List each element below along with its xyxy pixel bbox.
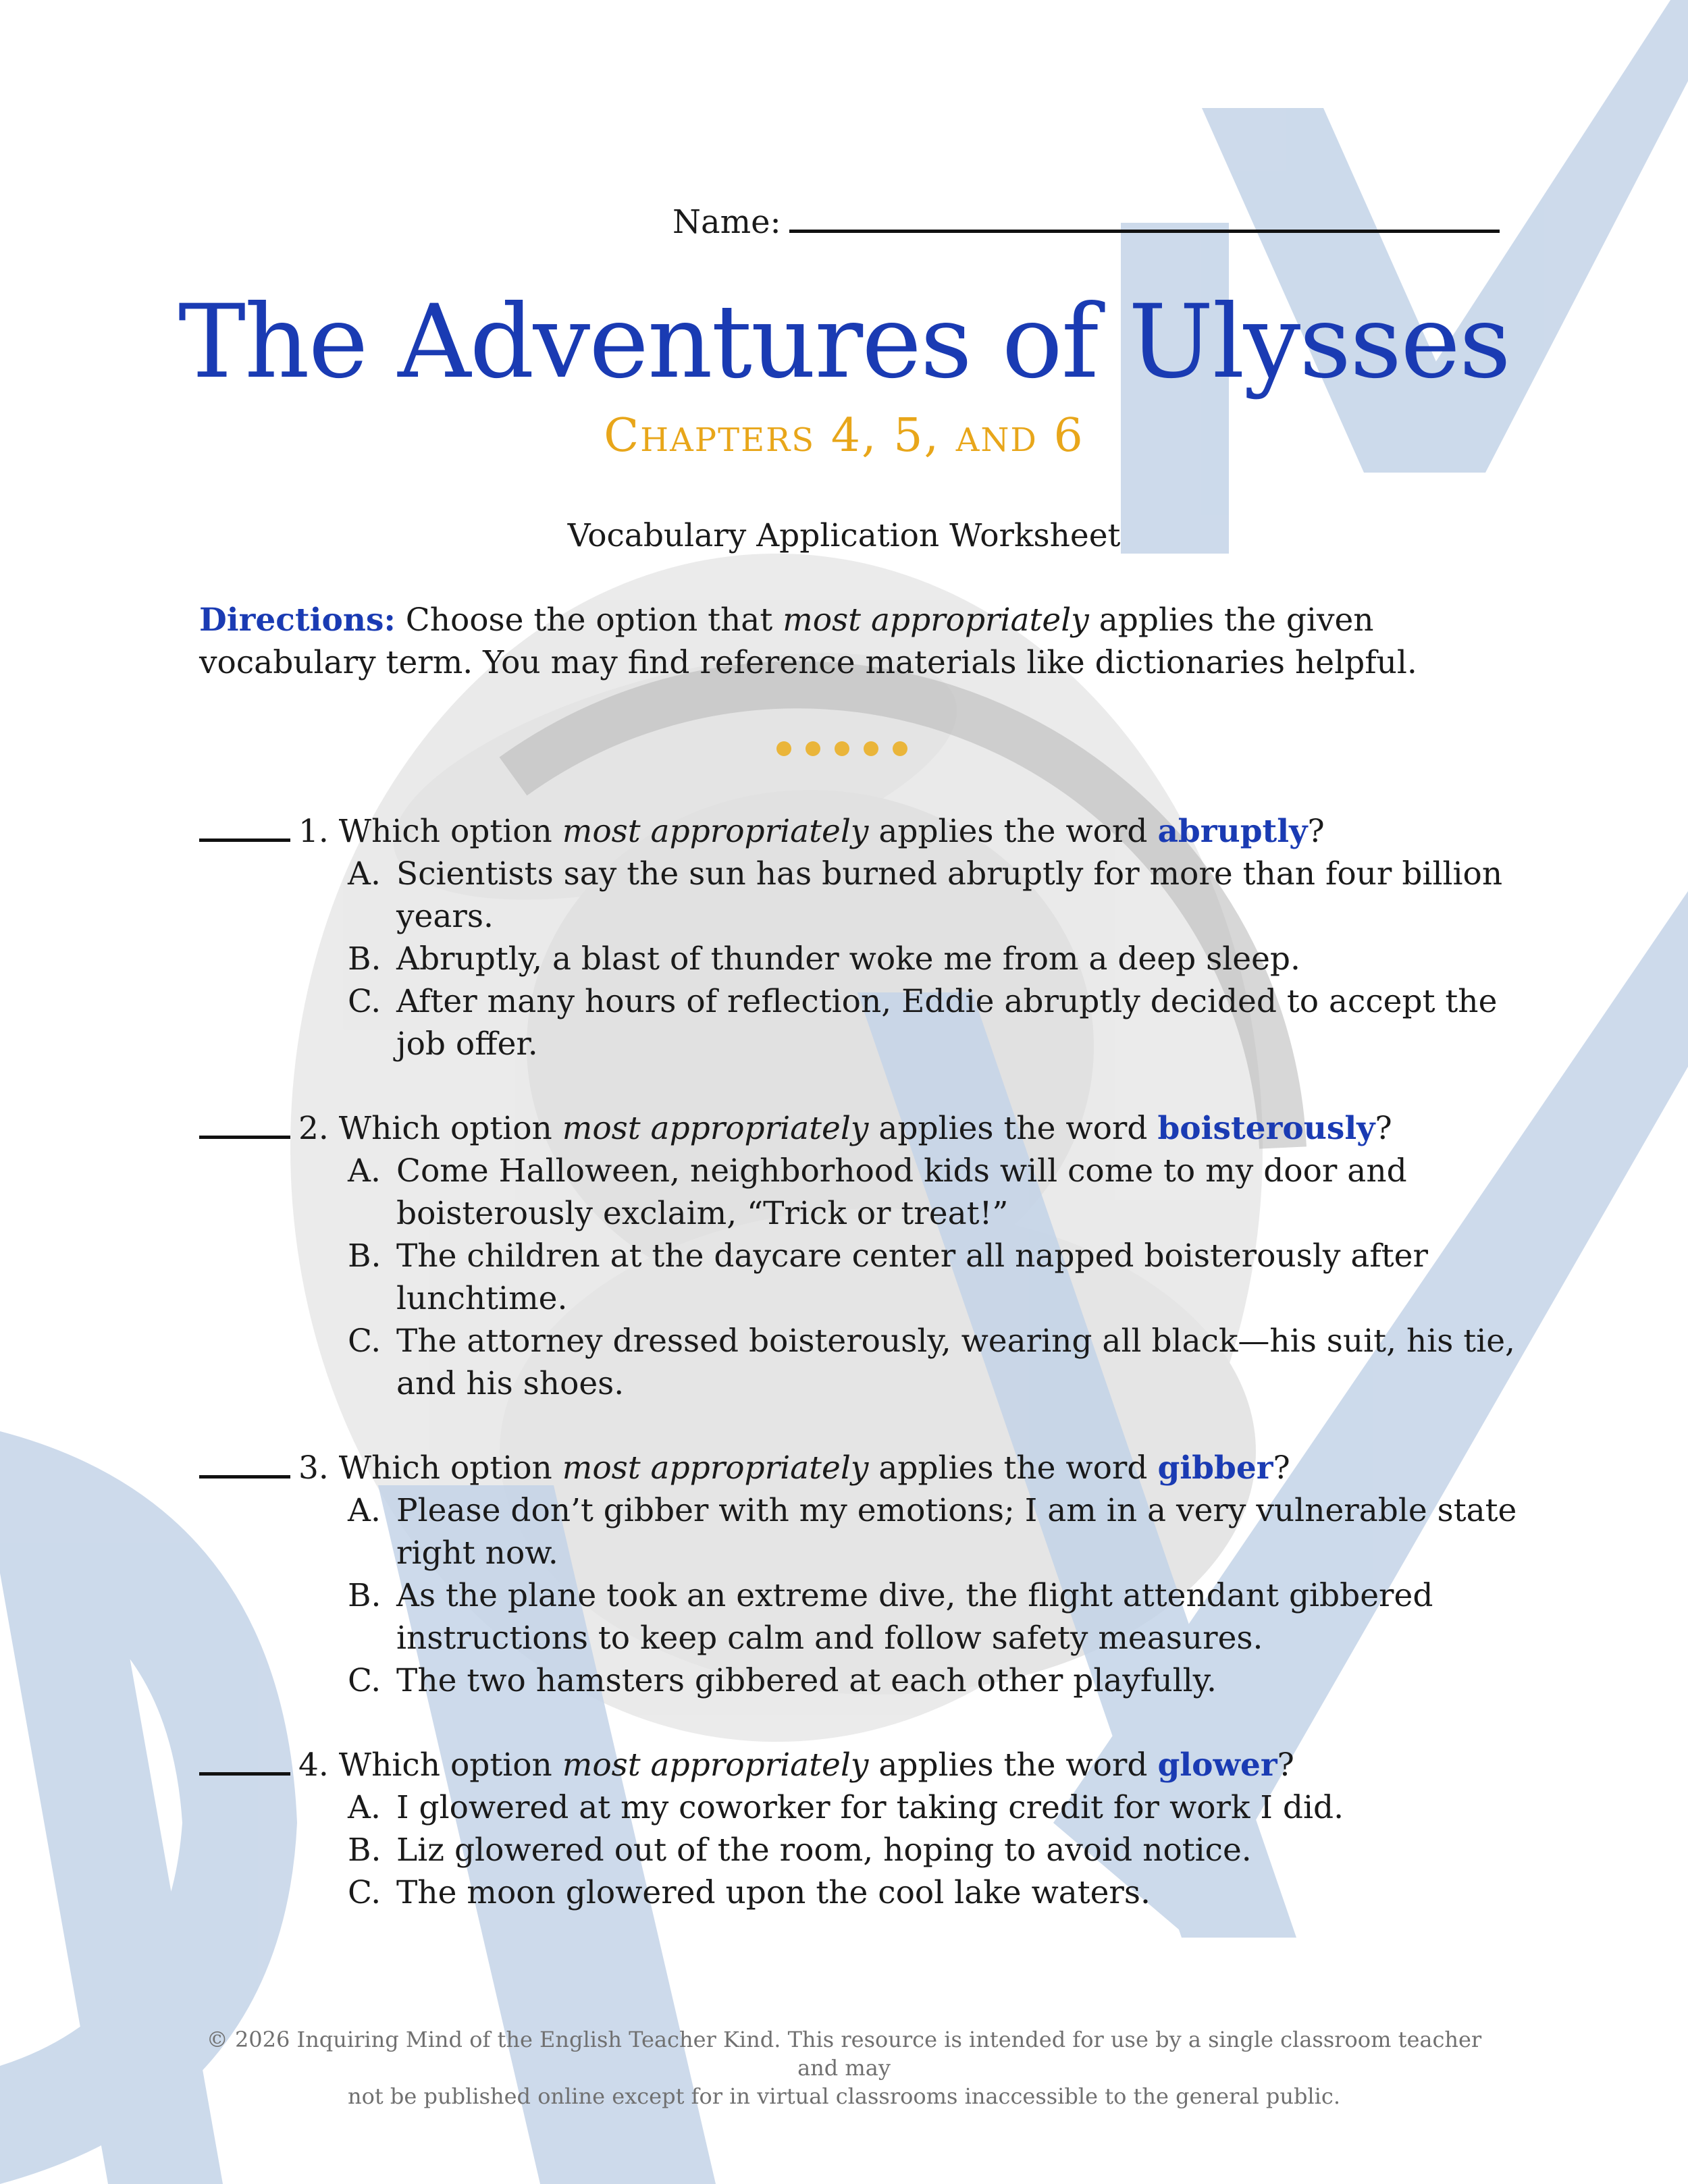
- option-letter: B.: [348, 1832, 381, 1869]
- question-middle: applies the word: [868, 1747, 1158, 1784]
- option-c[interactable]: [199, 980, 1523, 1065]
- question-prefix: Which option: [338, 813, 562, 850]
- option-text: The two hamsters gibbered at each other playfully.: [396, 1662, 1217, 1699]
- option-text: Liz glowered out of the room, hoping to avoid notice.: [396, 1832, 1252, 1869]
- option-b[interactable]: [199, 938, 1523, 980]
- directions-paragraph: [199, 599, 1502, 684]
- option-a[interactable]: [199, 853, 1523, 938]
- answer-blank[interactable]: [199, 811, 290, 842]
- question-3: [199, 1447, 1523, 1702]
- option-letter: A.: [348, 1492, 381, 1529]
- option-text: Scientists say the sun has burned abruptly for more than four billion years.: [396, 855, 1503, 935]
- option-text: Come Halloween, neighborhood kids will come to my door and boisterously exclaim, “Trick or treat!”: [396, 1152, 1407, 1232]
- option-b[interactable]: [199, 1235, 1523, 1320]
- question-list: [199, 810, 1523, 1956]
- answer-blank[interactable]: [199, 1448, 290, 1479]
- option-c[interactable]: [199, 1871, 1523, 1914]
- question-4: [199, 1744, 1523, 1914]
- divider-dot: [893, 741, 907, 756]
- directions-label: Directions:: [199, 602, 396, 639]
- question-number: 1.: [298, 813, 329, 850]
- answer-blank[interactable]: [199, 1745, 290, 1776]
- question-prefix: Which option: [338, 1110, 562, 1147]
- answer-options: [199, 853, 1523, 1065]
- worksheet-title: The Adventures of Ulysses: [178, 284, 1510, 401]
- option-c[interactable]: [199, 1659, 1523, 1702]
- question-number: 3.: [298, 1449, 329, 1487]
- question-prefix: Which option: [338, 1449, 562, 1487]
- question-stem: [199, 810, 1523, 853]
- chapters-subtitle: Chapters 4, 5, and 6: [604, 409, 1084, 462]
- option-text: Please don’t gibber with my emotions; I am in a very vulnerable state right now.: [396, 1492, 1517, 1572]
- answer-options: [199, 1150, 1523, 1405]
- question-stem: [199, 1447, 1523, 1489]
- name-field[interactable]: [672, 197, 1500, 241]
- question-number: 4.: [298, 1747, 329, 1784]
- option-text: The moon glowered upon the cool lake waters.: [396, 1874, 1151, 1911]
- question-emphasis: most appropriately: [562, 813, 869, 850]
- directions-emphasis: most appropriately: [783, 602, 1089, 639]
- question-middle: applies the word: [868, 1110, 1158, 1147]
- option-a[interactable]: [199, 1489, 1523, 1574]
- question-number: 2.: [298, 1110, 329, 1147]
- divider-dot: [835, 741, 849, 756]
- option-b[interactable]: [199, 1829, 1523, 1871]
- question-suffix: ?: [1277, 1747, 1294, 1784]
- footer-line-2: not be published online except for in virtual classrooms inaccessible to the general public.: [348, 2083, 1340, 2109]
- vocab-term: boisterously: [1157, 1110, 1375, 1147]
- name-blank-line[interactable]: [789, 197, 1500, 233]
- question-suffix: ?: [1375, 1110, 1392, 1147]
- question-prefix: Which option: [338, 1747, 562, 1784]
- question-suffix: ?: [1273, 1449, 1290, 1487]
- vocab-term: gibber: [1157, 1449, 1273, 1487]
- question-1: [199, 810, 1523, 1065]
- directions-text-before: Choose the option that: [395, 602, 783, 639]
- option-letter: A.: [348, 1789, 381, 1826]
- option-text: I glowered at my coworker for taking credit for work I did.: [396, 1789, 1344, 1826]
- option-letter: B.: [348, 940, 381, 978]
- question-2: [199, 1107, 1523, 1405]
- option-text: As the plane took an extreme dive, the flight attendant gibbered instructions to keep calm and follow safety measures.: [396, 1577, 1433, 1657]
- vocab-term: glower: [1157, 1747, 1277, 1784]
- question-stem: [199, 1744, 1523, 1786]
- option-a[interactable]: [199, 1786, 1523, 1829]
- footer-line-1: © 2026 Inquiring Mind of the English Teacher Kind. This resource is intended for use by a single classroom teacher and may: [206, 2027, 1482, 2081]
- worksheet-type-heading: Vocabulary Application Worksheet: [567, 517, 1121, 554]
- option-b[interactable]: [199, 1574, 1523, 1659]
- option-text: The children at the daycare center all napped boisterously after lunchtime.: [396, 1237, 1428, 1317]
- directions-text-after: applies the given vocabulary term. You may find reference materials like dictionaries helpful.: [199, 602, 1417, 681]
- question-middle: applies the word: [868, 813, 1158, 850]
- section-divider-dots: [776, 741, 922, 759]
- option-a[interactable]: [199, 1150, 1523, 1235]
- option-letter: C.: [348, 983, 381, 1020]
- copyright-footer: [203, 2025, 1485, 2110]
- option-letter: A.: [348, 1152, 381, 1190]
- option-letter: B.: [348, 1237, 381, 1275]
- name-label: Name:: [672, 203, 781, 241]
- divider-dot: [864, 741, 878, 756]
- option-text: After many hours of reflection, Eddie abruptly decided to accept the job offer.: [396, 983, 1498, 1063]
- option-letter: C.: [348, 1662, 381, 1699]
- question-emphasis: most appropriately: [562, 1747, 869, 1784]
- option-letter: C.: [348, 1323, 381, 1360]
- divider-dot: [806, 741, 820, 756]
- option-text: The attorney dressed boisterously, wearing all black—his suit, his tie, and his shoes.: [396, 1323, 1515, 1402]
- vocab-term: abruptly: [1157, 813, 1308, 850]
- question-suffix: ?: [1307, 813, 1325, 850]
- question-emphasis: most appropriately: [562, 1449, 869, 1487]
- question-emphasis: most appropriately: [562, 1110, 869, 1147]
- option-letter: A.: [348, 855, 381, 893]
- option-letter: C.: [348, 1874, 381, 1911]
- answer-options: [199, 1489, 1523, 1702]
- question-stem: [199, 1107, 1523, 1150]
- answer-options: [199, 1786, 1523, 1914]
- option-c[interactable]: [199, 1320, 1523, 1405]
- answer-blank[interactable]: [199, 1109, 290, 1139]
- divider-dot: [776, 741, 791, 756]
- question-middle: applies the word: [868, 1449, 1158, 1487]
- option-text: Abruptly, a blast of thunder woke me from a deep sleep.: [396, 940, 1300, 978]
- option-letter: B.: [348, 1577, 381, 1614]
